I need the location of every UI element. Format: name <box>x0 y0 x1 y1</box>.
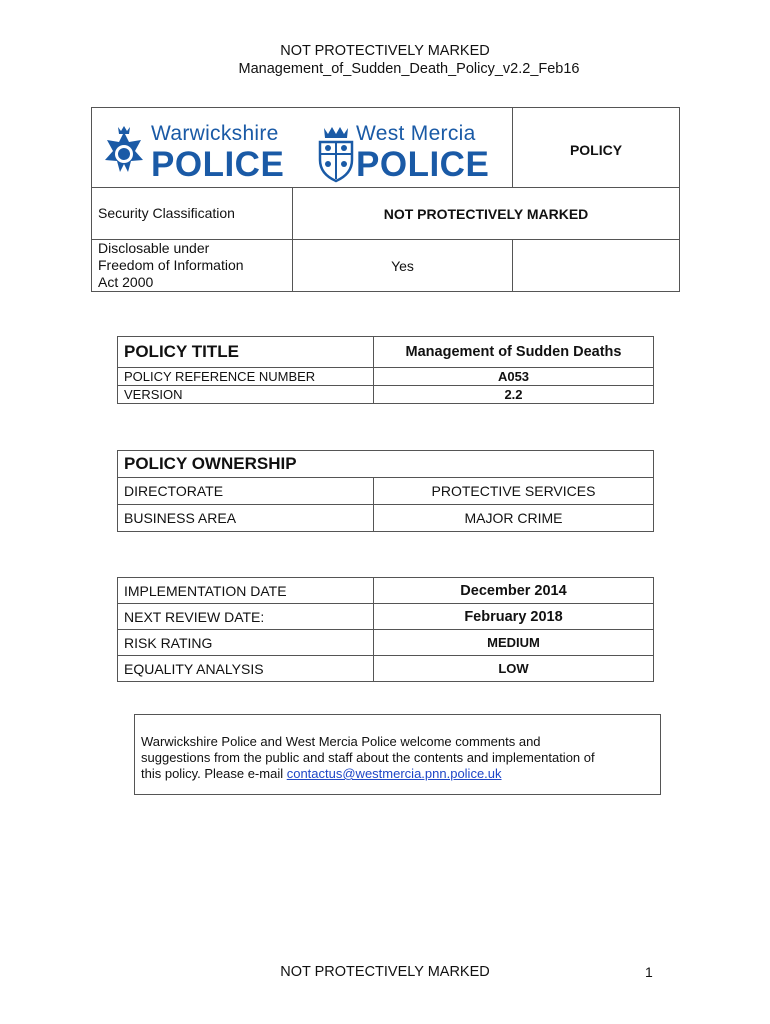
policy-reference-label: POLICY REFERENCE NUMBER <box>118 368 374 386</box>
header-filename: Management_of_Sudden_Death_Policy_v2.2_Feb16 <box>238 61 580 77</box>
equality-analysis-label: EQUALITY ANALYSIS <box>118 656 374 682</box>
west-mercia-police-wordmark: POLICE <box>356 145 490 184</box>
foi-label <box>92 240 293 292</box>
business-area-value: MAJOR CRIME <box>374 505 654 532</box>
notice-line-1: Warwickshire Police and West Mercia Police welcome comments and <box>141 734 541 749</box>
page-number: 1 <box>645 964 653 980</box>
warwickshire-force-name: Warwickshire <box>151 122 279 145</box>
version-value: 2.2 <box>374 386 654 404</box>
notice-line-2: suggestions from the public and staff about the contents and implementation of <box>141 750 595 765</box>
police-star-badge-icon <box>99 124 149 182</box>
security-classification-label: Security Classification <box>92 188 293 240</box>
policy-ownership-heading: POLICY OWNERSHIP <box>118 451 654 478</box>
business-area-label: BUSINESS AREA <box>118 505 374 532</box>
implementation-date-value: December 2014 <box>374 578 654 604</box>
next-review-date-label: NEXT REVIEW DATE: <box>118 604 374 630</box>
policy-reference-value: A053 <box>374 368 654 386</box>
policy-ownership-table <box>117 450 654 532</box>
page-header <box>0 42 770 78</box>
warwickshire-police-wordmark: POLICE <box>151 145 285 184</box>
warwickshire-police-logo <box>99 120 299 184</box>
footer-marking: NOT PROTECTIVELY MARKED <box>280 964 490 980</box>
header-marking: NOT PROTECTIVELY MARKED <box>280 43 490 59</box>
security-classification-value: NOT PROTECTIVELY MARKED <box>293 188 680 240</box>
notice-line-3-prefix: this policy. Please e-mail <box>141 766 287 781</box>
foi-value: Yes <box>293 240 513 292</box>
directorate-value: PROTECTIVE SERVICES <box>374 478 654 505</box>
west-mercia-police-logo <box>316 120 501 184</box>
implementation-date-label: IMPLEMENTATION DATE <box>118 578 374 604</box>
foi-label-line-2: Freedom of Information <box>98 257 244 273</box>
risk-rating-value: MEDIUM <box>374 630 654 656</box>
crest-shield-icon <box>316 124 356 184</box>
logo-cell <box>92 108 513 188</box>
west-mercia-force-name: West Mercia <box>356 122 476 145</box>
equality-analysis-value: LOW <box>374 656 654 682</box>
policy-title-label: POLICY TITLE <box>118 337 374 368</box>
risk-rating-label: RISK RATING <box>118 630 374 656</box>
feedback-notice <box>134 714 661 795</box>
foi-label-line-3: Act 2000 <box>98 274 154 290</box>
directorate-label: DIRECTORATE <box>118 478 374 505</box>
policy-title-table <box>117 336 654 404</box>
foi-label-line-1: Disclosable under <box>98 240 210 256</box>
contact-email-link[interactable]: contactus@westmercia.pnn.police.uk <box>286 766 502 781</box>
foi-empty-cell <box>513 240 680 292</box>
version-label: VERSION <box>118 386 374 404</box>
notice-line-3 <box>141 766 660 782</box>
next-review-date-value: February 2018 <box>374 604 654 630</box>
policy-type-cell: POLICY <box>513 108 680 188</box>
policy-title-value: Management of Sudden Deaths <box>374 337 654 368</box>
classification-table <box>91 107 680 292</box>
dates-risk-table <box>117 577 654 682</box>
